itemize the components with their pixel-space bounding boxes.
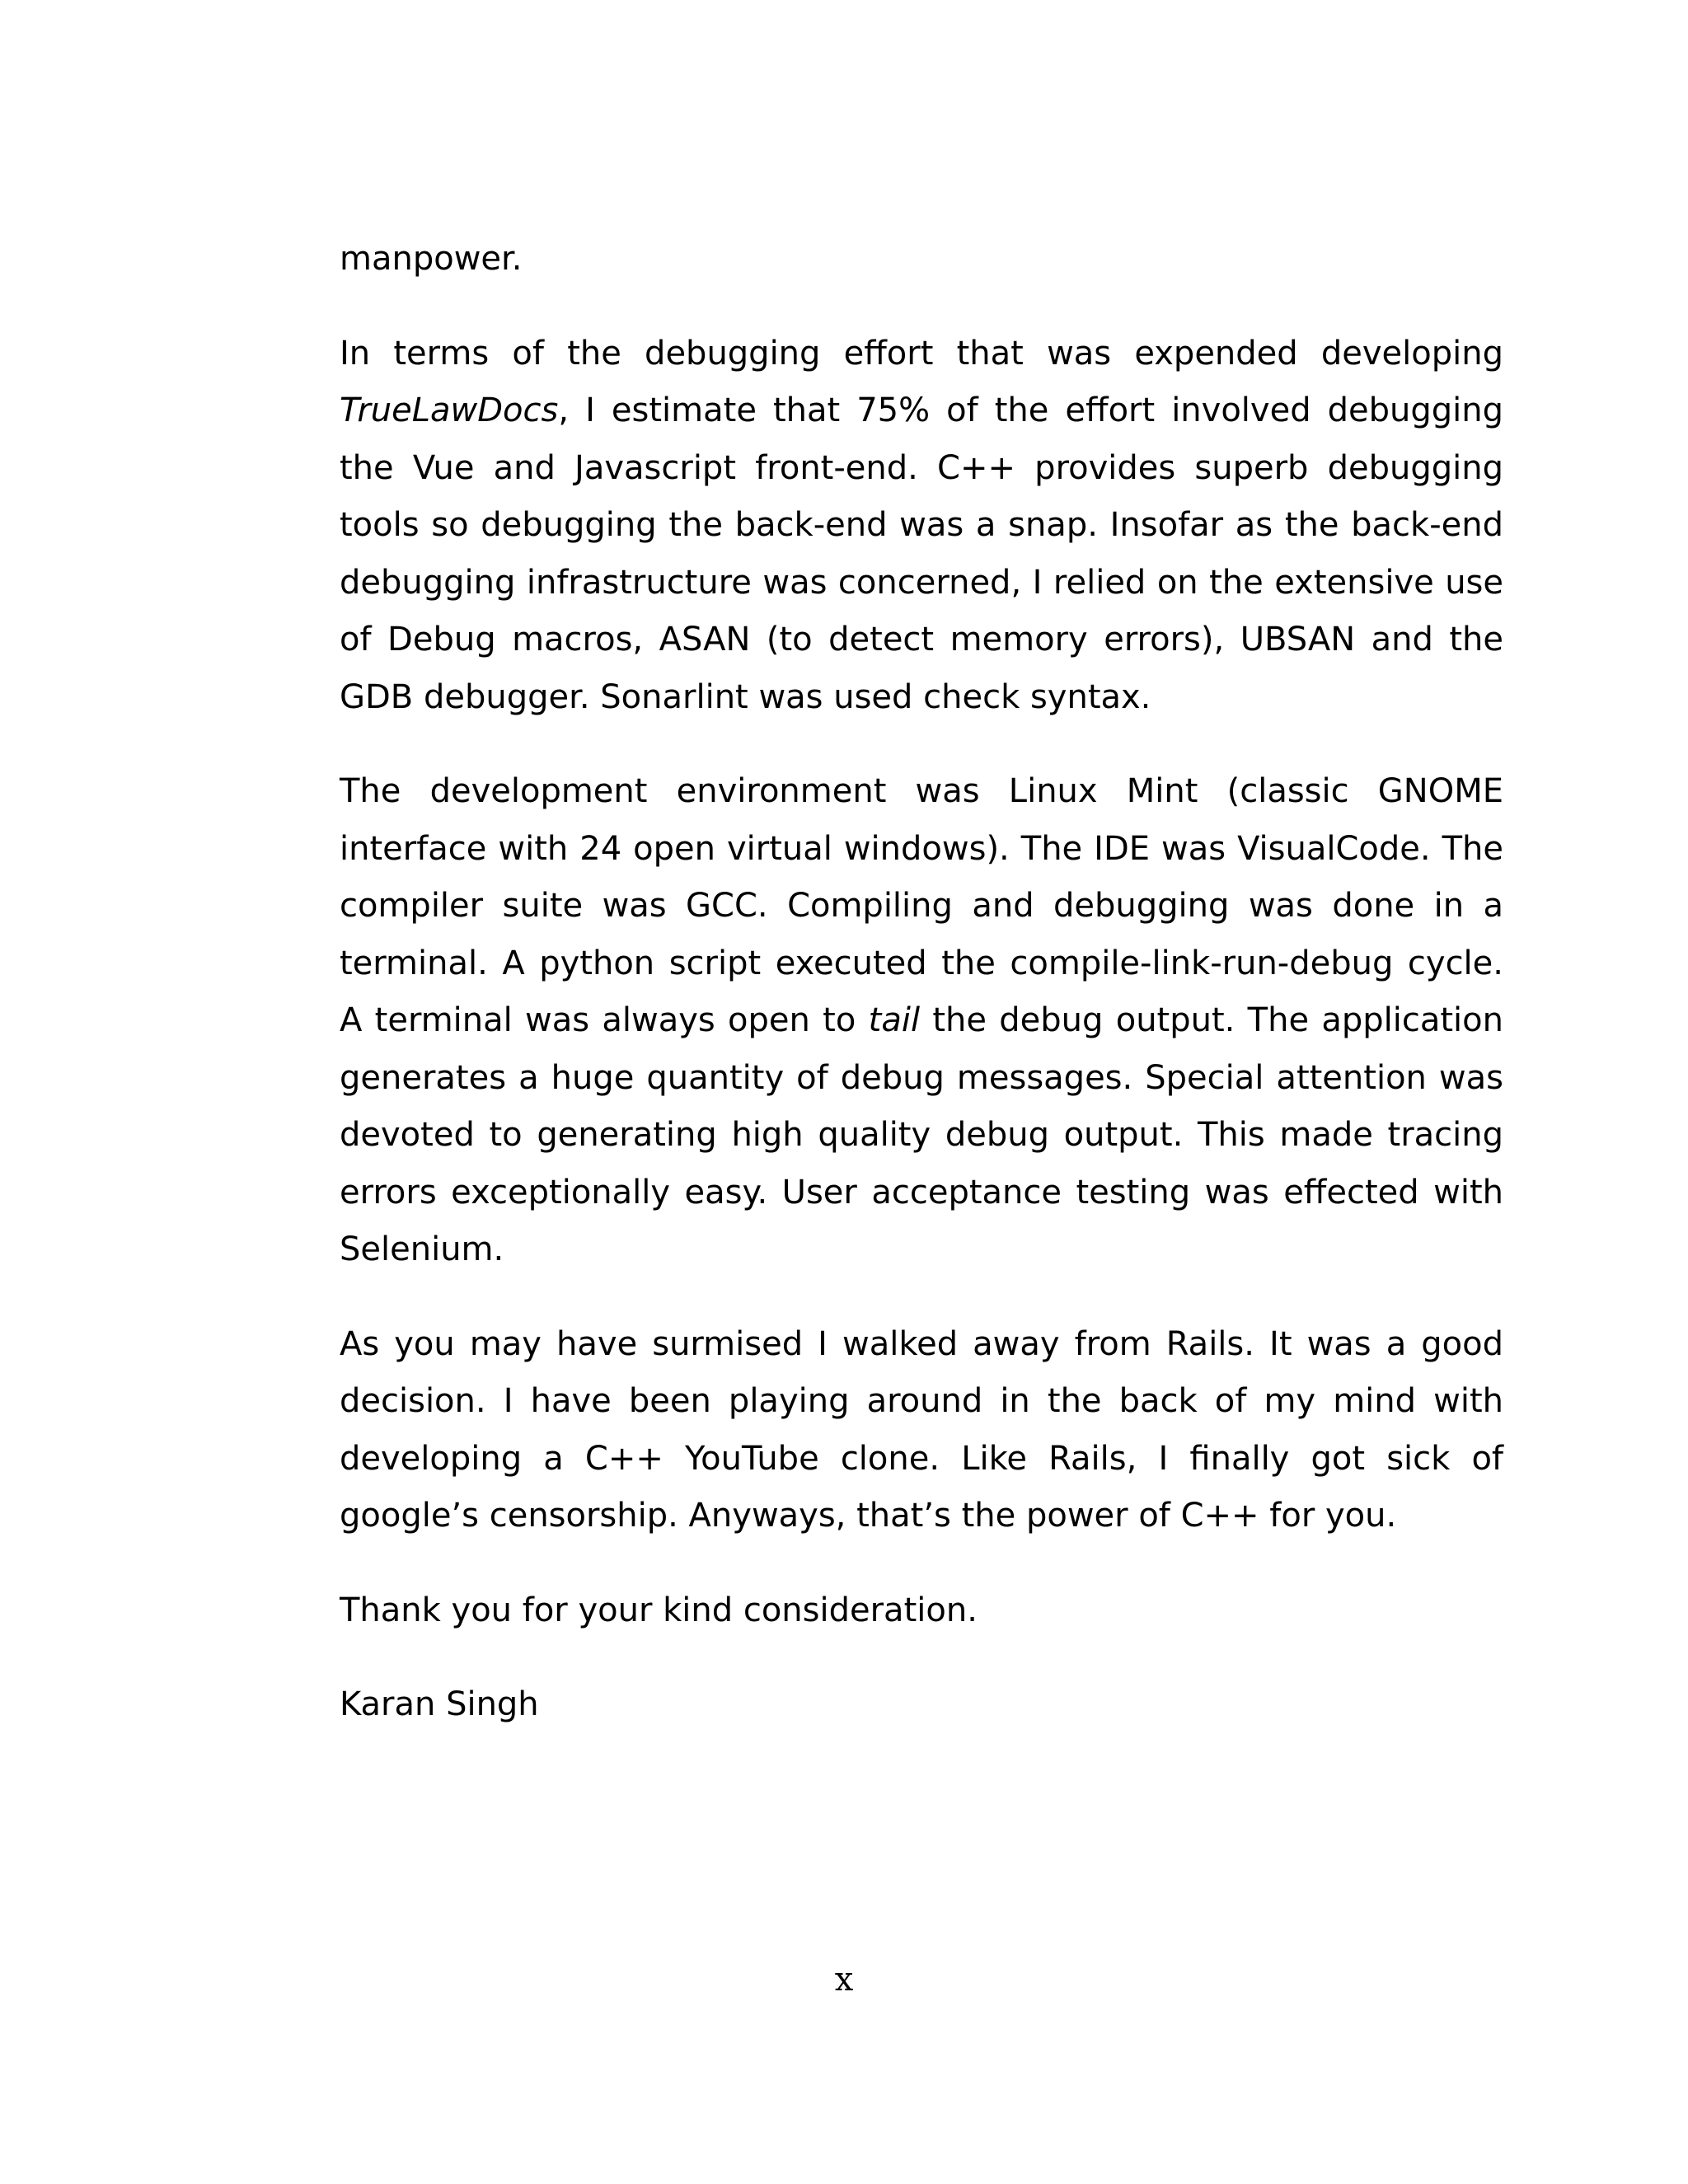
tail-italic: tail xyxy=(868,1001,921,1039)
page-number: x xyxy=(834,1961,854,1999)
signature-name: Karan Singh xyxy=(340,1685,539,1723)
paragraph-text: The development environment was Linux Mint (classic GNOME interface with 24 open virtual windows). The IDE was VisualCode. The compiler suite was GCC. Compiling and debugging was done in a terminal. A python script executed the compile-link-run-debug cycle. A terminal was always open to xyxy=(340,772,1503,1039)
paragraph-rails: As you may have surmised I walked away from Rails. It was a good decision. I have been playing around in the back of my mind with developing a C++ YouTube clone. Like Rails, I finally got sick of google’s censorship. Anyways, that’s the power of C++ for you. xyxy=(340,1324,1503,1535)
paragraph-text: the debug output. The application generates a huge quantity of debug messages. Special attention was devoted to generating high quality debug output. This made tracing errors exceptionally easy. User acceptance testing was effected with Selenium. xyxy=(340,1001,1503,1268)
paragraph-debugging-effort xyxy=(340,326,1503,727)
paragraph-thanks: Thank you for your kind consideration. xyxy=(340,1591,978,1629)
paragraph-text: In terms of the debugging effort that was expended developing xyxy=(340,334,1503,373)
letter-body xyxy=(340,231,1503,1771)
paragraph-text: , I estimate that 75% of the effort involved debugging the Vue and Javascript front-end. C++ provides superb debugging tools so debugging the back-end was a snap. Insofar as the back-end debugging infrastructure was concerned, I relied on the extensive use of Debug macros, ASAN (to detect memory errors), UBSAN and the GDB debugger. Sonarlint was used check syntax. xyxy=(340,391,1503,716)
product-name-italic: TrueLawDocs xyxy=(340,391,559,429)
paragraph-continuation: manpower. xyxy=(340,240,523,278)
paragraph-development-environment xyxy=(340,763,1503,1279)
